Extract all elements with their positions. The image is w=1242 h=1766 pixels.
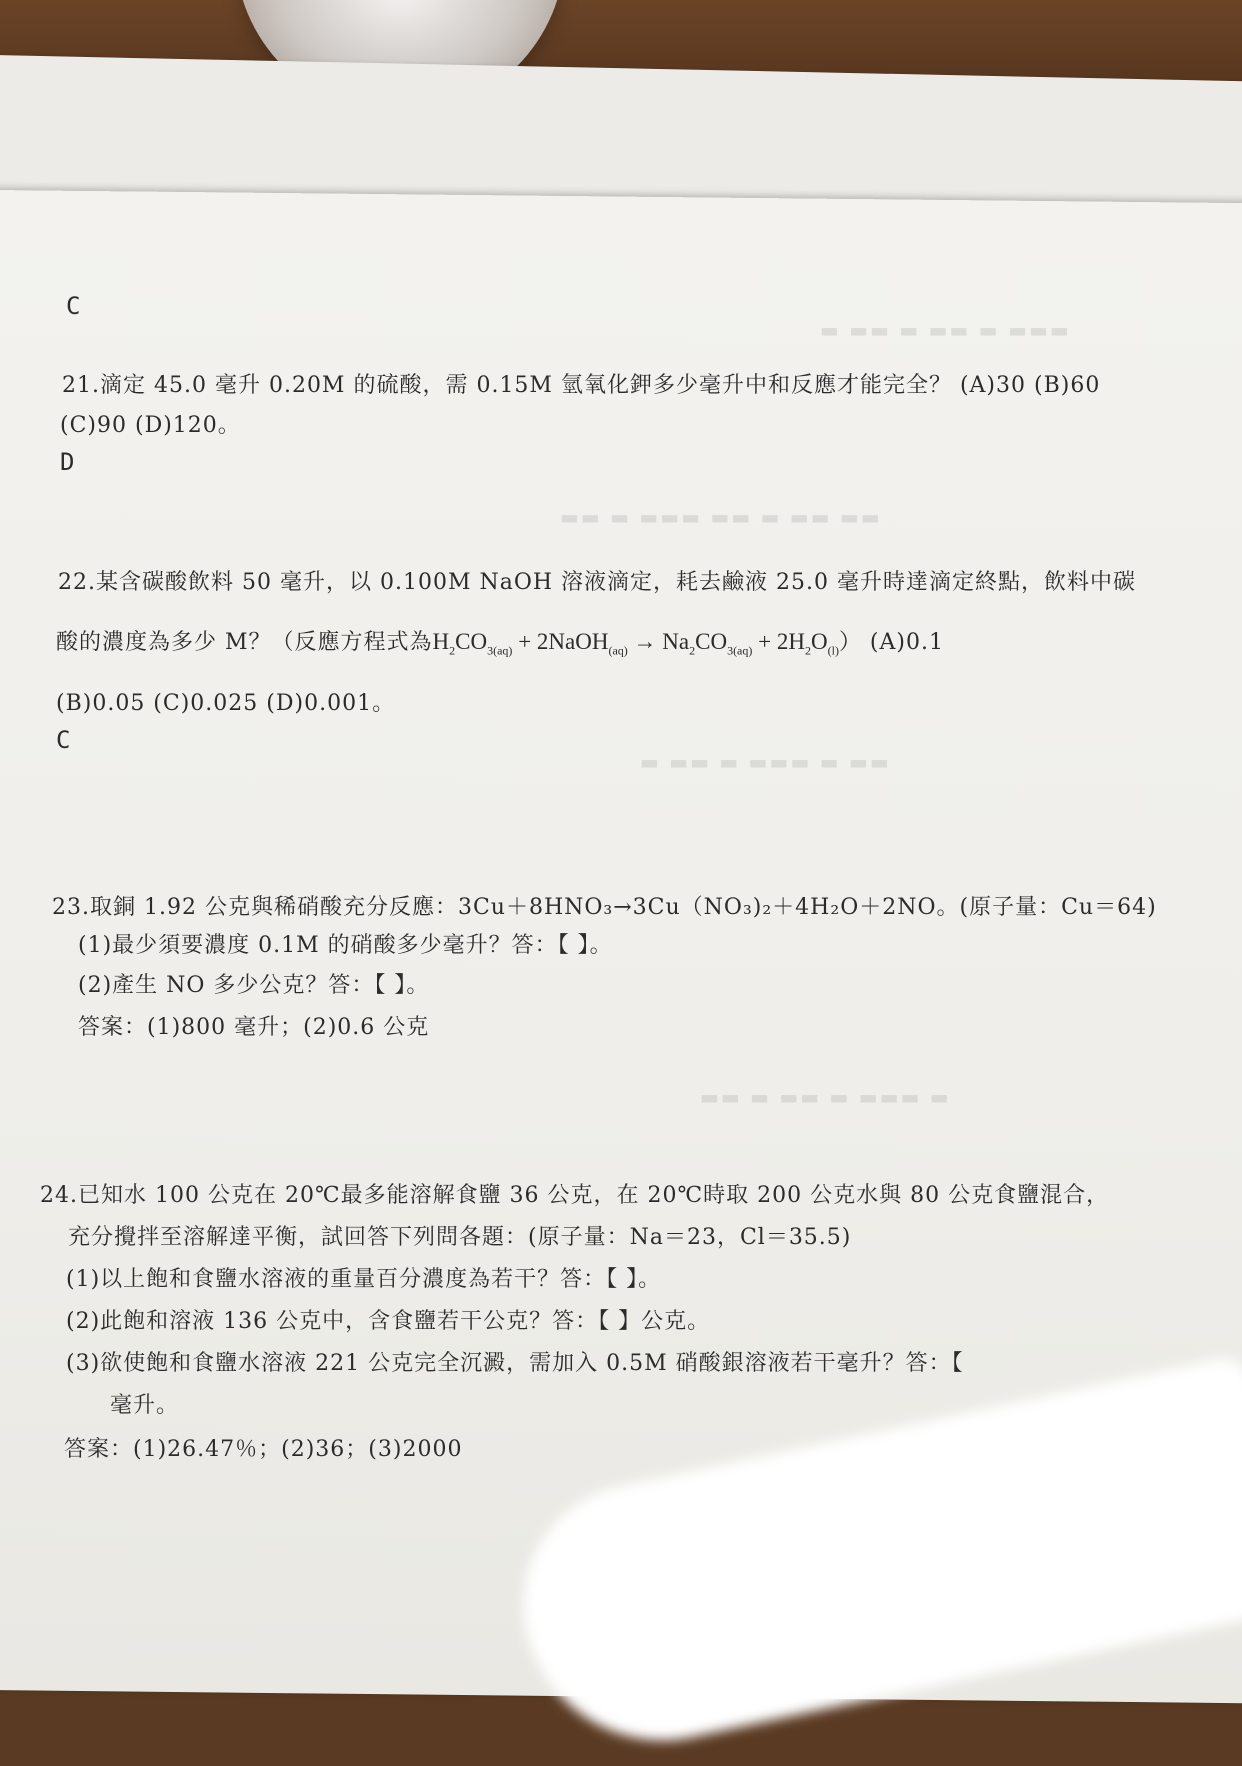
q24-sub-1: (1)以上飽和食鹽水溶液的重量百分濃度為若干？答：【 】。	[66, 1267, 662, 1292]
q23-sub-2: (2)產生 NO 多少公克？答：【 】。	[78, 973, 430, 998]
q21-line-2: (C)90 (D)120。	[60, 413, 241, 438]
q21-line-1: 21.滴定 45.0 毫升 0.20M 的硫酸，需 0.15M 氫氧化鉀多少毫升中和反應才能完全？ (A)30 (B)60	[62, 373, 1101, 398]
q24-answer: 答案：(1)26.47％；(2)36；(3)2000	[64, 1437, 463, 1462]
q22-line-2-prefix: 酸的濃度為多少 M？（反應方程式為	[56, 630, 433, 655]
q22-line-2	[56, 625, 944, 659]
q23-answer: 答案：(1)800 毫升；(2)0.6 公克	[78, 1015, 430, 1040]
q23-line-1: 23.取銅 1.92 公克與稀硝酸充分反應：3Cu＋8HNO₃→3Cu（NO₃)₂＋4H₂O＋2NO。(原子量：Cu＝64)	[52, 895, 1157, 920]
q24-line-2: 充分攪拌至溶解達平衡，試回答下列問各題：(原子量：Na＝23，Cl＝35.5)	[68, 1225, 852, 1250]
q22-line-2-suffix: ） (A)0.1	[838, 630, 944, 655]
q20-answer: C	[66, 292, 82, 320]
q24-sub-3-continued: 毫升。	[110, 1393, 180, 1418]
reaction-equation: $H_2CO_{3(aq)}$ + 2NaOH$_{(aq)}$ → $Na_2CO_{3(aq)} + 2H_2O_{(l)}$	[432, 629, 839, 658]
q22-answer: C	[56, 726, 72, 754]
q22-line-1: 22.某含碳酸飲料 50 毫升，以 0.100M NaOH 溶液滴定，耗去鹼液 25.0 毫升時達滴定終點，飲料中碳	[58, 570, 1137, 595]
q21-answer: D	[60, 448, 76, 476]
q22-line-3: (B)0.05 (C)0.025 (D)0.001。	[56, 691, 396, 716]
q24-line-1: 24.已知水 100 公克在 20℃最多能溶解食鹽 36 公克，在 20℃時取 200 公克水與 80 公克食鹽混合，	[40, 1183, 1110, 1208]
worksheet-content: ▬ ▬▬ ▬ ▬▬ ▬ ▬▬▬ ▬▬ ▬ ▬▬▬ ▬▬ ▬ ▬▬ ▬▬ ▬ ▬▬ ▬ ▬▬▬ ▬ ▬▬ ▬▬ ▬ ▬▬ ▬ ▬▬▬ ▬ C 21.滴定 45.0 毫升 0.20M 的硫酸，需 0.15M 氫氧化鉀多少毫升中和反應才能完全？ (A)30 (B)60 (C)90 (D)120。 D 22.某含碳酸飲料 50 毫升，以 0.100M NaOH 溶液滴定，耗去鹼液 25.0 毫升時達滴定終點，飲料中碳 酸的濃度為多少 M？（反應方程式為$H_2CO_{3(aq)}$ + 2NaOH$_{(aq)}$ → $Na_2CO_{3(aq)} + 2H_2O_{(l)}$） (A)0.1 (B)0.05 (C)0.025 (D)0.001。 C 23.取銅 1.92 公克與稀硝酸充分反應：3Cu＋8HNO₃→3Cu（NO₃)₂＋4H₂O＋2NO。(原子量：Cu＝64) (1)最少須要濃度 0.1M 的硝酸多少毫升？答：【 】。 (2)產生 NO 多少公克？答：【 】。 答案：(1)800 毫升；(2)0.6 公克 24.已知水 100 公克在 20℃最多能溶解食鹽 36 公克，在 20℃時取 200 公克水與 80 公克食鹽混合， 充分攪拌至溶解達平衡，試回答下列問各題：(原子量：Na＝23，Cl＝35.5) (1)以上飽和食鹽水溶液的重量百分濃度為若干？答：【 】。 (2)此飽和溶液 136 公克中，含食鹽若干公克？答：【 】公克。 (3)欲使飽和食鹽水溶液 221 公克完全沉澱，需加入 0.5M 硝酸銀溶液若干毫升？答：【 毫升。 答案：(1)26.47％；(2)36；(3)2000	[40, 292, 1157, 1462]
q23-sub-1: (1)最少須要濃度 0.1M 的硝酸多少毫升？答：【 】。	[78, 933, 613, 958]
q24-sub-3: (3)欲使飽和食鹽水溶液 221 公克完全沉澱，需加入 0.5M 硝酸銀溶液若干毫升？答：【	[66, 1351, 964, 1376]
q24-sub-2: (2)此飽和溶液 136 公克中，含食鹽若干公克？答：【 】公克。	[66, 1309, 711, 1334]
